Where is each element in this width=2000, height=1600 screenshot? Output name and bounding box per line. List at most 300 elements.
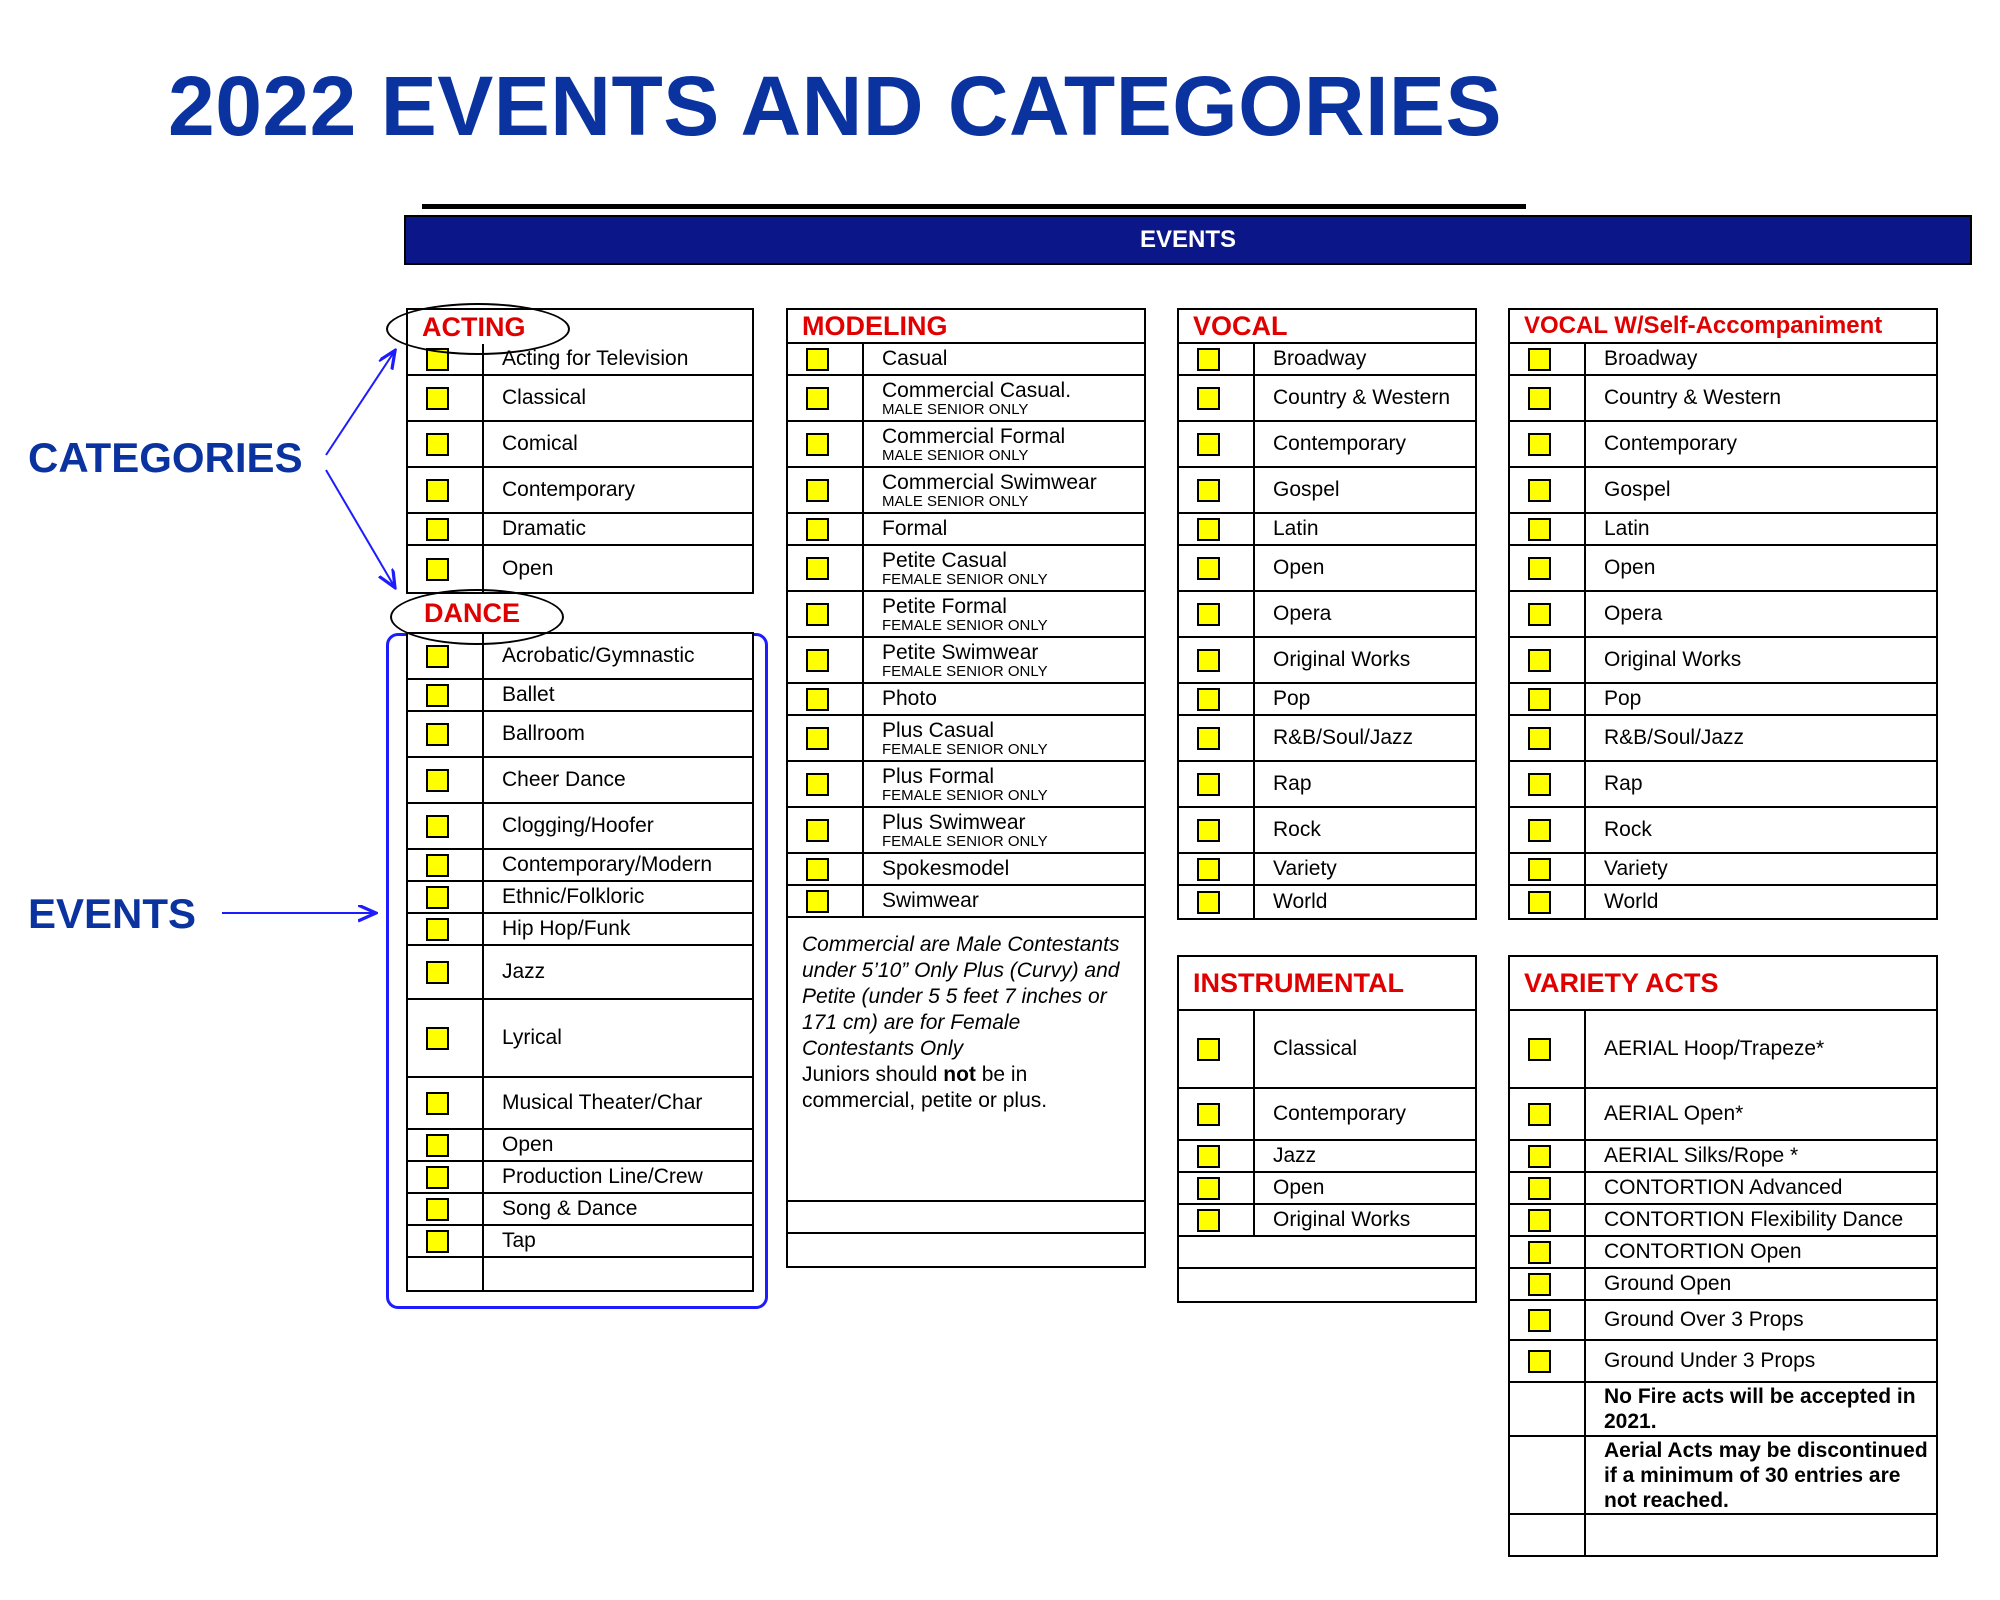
checkbox-instrumental-jazz[interactable] — [1197, 1145, 1220, 1168]
list-item — [408, 712, 752, 758]
item-label — [882, 684, 1140, 714]
item-text: Jazz — [502, 960, 546, 983]
checkbox-dance-production-line-crew[interactable] — [426, 1166, 449, 1189]
item-text: Commercial Swimwear — [882, 470, 1097, 494]
checkbox-cell — [788, 344, 864, 374]
checkbox-instrumental-original-works[interactable] — [1197, 1209, 1220, 1232]
checkbox-cell — [408, 712, 484, 756]
checkbox-cell — [1179, 592, 1255, 636]
checkbox-dance-ethnic-folkloric[interactable] — [426, 886, 449, 909]
checkbox-variety-contortion-flexibility-dance[interactable] — [1528, 1209, 1551, 1232]
checkbox-cell — [1510, 808, 1586, 852]
checkbox-variety-ground-open[interactable] — [1528, 1273, 1551, 1296]
checkbox-vocal-self-gospel[interactable] — [1528, 479, 1551, 502]
item-text: Plus Formal — [882, 764, 995, 788]
checkbox-cell — [788, 546, 864, 590]
item-label — [502, 514, 748, 544]
arrow-to-acting — [326, 352, 394, 455]
checkbox-modeling-commercial-formal[interactable] — [806, 433, 829, 456]
checkbox-vocal-self-open[interactable] — [1528, 557, 1551, 580]
checkbox-vocal-r-b-soul-jazz[interactable] — [1197, 727, 1220, 750]
item-text: Country & Western — [1604, 386, 1782, 409]
vocal-header: VOCAL — [1179, 310, 1475, 344]
checkbox-cell — [408, 376, 484, 420]
checkbox-dance-ballroom[interactable] — [426, 723, 449, 746]
item-label — [1604, 468, 1932, 512]
vocal-self-table — [1508, 308, 1938, 920]
item-label — [1604, 1141, 1932, 1171]
list-item — [1510, 854, 1936, 886]
item-label — [1273, 716, 1471, 760]
item-text: Gospel — [1604, 478, 1671, 501]
item-label — [502, 468, 748, 512]
item-text: Contemporary — [1604, 432, 1738, 455]
checkbox-dance-open[interactable] — [426, 1134, 449, 1157]
modeling-note-prefix: Juniors should — [802, 1063, 944, 1086]
item-label — [502, 1000, 748, 1076]
checkbox-vocal-open[interactable] — [1197, 557, 1220, 580]
checkbox-vocal-self-latin[interactable] — [1528, 518, 1551, 541]
checkbox-modeling-plus-swimwear[interactable] — [806, 819, 829, 842]
item-label — [502, 804, 748, 848]
modeling-table — [786, 308, 1146, 1268]
list-item — [1179, 344, 1475, 376]
item-text: Aerial Acts may be discontinued if a minimum of 30 entries are not reached. — [1604, 1438, 1928, 1512]
item-text: World — [1273, 890, 1328, 913]
list-item — [1510, 468, 1936, 514]
item-label — [1604, 716, 1932, 760]
item-text: Clogging/Hoofer — [502, 814, 654, 837]
list-item — [1510, 716, 1936, 762]
item-label — [1273, 854, 1471, 884]
list-item — [1179, 546, 1475, 592]
item-label — [1604, 762, 1932, 806]
item-label — [1273, 468, 1471, 512]
item-label — [1604, 1237, 1932, 1267]
list-item — [788, 592, 1144, 638]
list-item — [788, 684, 1144, 716]
item-label — [1273, 886, 1471, 918]
item-label — [502, 546, 748, 592]
checkbox-vocal-variety[interactable] — [1197, 858, 1220, 881]
item-label — [1604, 854, 1932, 884]
list-item — [408, 850, 752, 882]
item-text: Plus Swimwear — [882, 810, 1026, 834]
instrumental-header: INSTRUMENTAL — [1179, 957, 1475, 1011]
vocal-table — [1177, 308, 1477, 920]
item-label — [1273, 808, 1471, 852]
item-text: Rock — [1273, 818, 1321, 841]
checkbox-modeling-swimwear[interactable] — [806, 890, 829, 913]
item-label — [502, 850, 748, 880]
item-text: Hip Hop/Funk — [502, 917, 631, 940]
checkbox-cell — [1179, 854, 1255, 884]
item-text: Acting for Television — [502, 347, 689, 370]
checkbox-dance-contemporary-modern[interactable] — [426, 854, 449, 877]
item-text: Formal — [882, 517, 948, 540]
item-text: Rap — [1273, 772, 1312, 795]
list-item — [1179, 422, 1475, 468]
checkbox-cell — [1179, 1141, 1255, 1171]
item-label — [882, 376, 1140, 420]
checkbox-dance-hip-hop-funk[interactable] — [426, 918, 449, 941]
item-label — [502, 712, 748, 756]
item-label — [1604, 344, 1932, 374]
list-item — [408, 1258, 752, 1290]
checkbox-vocal-latin[interactable] — [1197, 518, 1220, 541]
item-text: CONTORTION Flexibility Dance — [1604, 1208, 1904, 1231]
item-text: Opera — [1604, 602, 1663, 625]
list-item — [408, 376, 752, 422]
list-item — [1510, 808, 1936, 854]
item-text: Original Works — [1273, 1208, 1411, 1231]
item-label — [502, 1078, 748, 1128]
item-text: Country & Western — [1273, 386, 1451, 409]
item-label — [1604, 1269, 1932, 1299]
list-item — [788, 886, 1144, 918]
list-item — [1510, 1173, 1936, 1205]
list-item — [1510, 1437, 1936, 1515]
item-restriction-note: MALE SENIOR ONLY — [882, 446, 1029, 464]
item-text: Rock — [1604, 818, 1652, 841]
blank-row — [1179, 1237, 1475, 1269]
item-restriction-note: FEMALE SENIOR ONLY — [882, 570, 1048, 588]
item-text: Commercial Formal — [882, 424, 1066, 448]
checkbox-dance-lyrical[interactable] — [426, 1027, 449, 1050]
checkbox-vocal-self-pop[interactable] — [1528, 688, 1551, 711]
checkbox-dance-cheer-dance[interactable] — [426, 769, 449, 792]
checkbox-vocal-self-opera[interactable] — [1528, 603, 1551, 626]
checkbox-modeling-petite-swimwear[interactable] — [806, 649, 829, 672]
checkbox-cell — [788, 684, 864, 714]
checkbox-cell — [1179, 638, 1255, 682]
list-item — [408, 946, 752, 1000]
checkbox-instrumental-open[interactable] — [1197, 1177, 1220, 1200]
list-item — [1510, 1237, 1936, 1269]
list-item — [408, 1162, 752, 1194]
checkbox-vocal-rock[interactable] — [1197, 819, 1220, 842]
list-item — [1510, 886, 1936, 918]
list-item — [1179, 592, 1475, 638]
checkbox-cell — [1510, 1011, 1586, 1087]
list-item — [1179, 1141, 1475, 1173]
item-label — [502, 376, 748, 420]
checkbox-cell — [408, 804, 484, 848]
item-text: AERIAL Silks/Rope * — [1604, 1144, 1799, 1167]
item-label — [1604, 808, 1932, 852]
checkbox-dance-clogging-hoofer[interactable] — [426, 815, 449, 838]
item-text: Ballet — [502, 683, 555, 706]
item-label — [502, 422, 748, 466]
checkbox-cell — [1510, 684, 1586, 714]
item-text: Broadway — [1604, 347, 1698, 370]
item-label — [502, 914, 748, 944]
checkbox-modeling-commercial-casual[interactable] — [806, 387, 829, 410]
item-text: Open — [502, 557, 554, 580]
checkbox-cell — [1179, 546, 1255, 590]
checkbox-cell — [788, 762, 864, 806]
checkbox-acting-open[interactable] — [426, 558, 449, 581]
item-text: Comical — [502, 432, 578, 455]
checkbox-cell — [408, 514, 484, 544]
dance-oval — [390, 589, 564, 645]
item-label — [1604, 1383, 1932, 1435]
item-text: Swimwear — [882, 889, 979, 912]
checkbox-variety-aerial-open[interactable] — [1528, 1103, 1551, 1126]
checkbox-cell — [408, 914, 484, 944]
list-item — [408, 468, 752, 514]
item-text: Original Works — [1604, 648, 1742, 671]
item-label — [502, 1194, 748, 1224]
list-item — [1510, 1515, 1936, 1555]
checkbox-cell — [1179, 514, 1255, 544]
checkbox-instrumental-classical[interactable] — [1197, 1038, 1220, 1061]
checkbox-cell — [1510, 1141, 1586, 1171]
list-item — [788, 808, 1144, 854]
list-item — [1179, 684, 1475, 716]
checkbox-dance-song-dance[interactable] — [426, 1198, 449, 1221]
item-text: Musical Theater/Char — [502, 1091, 703, 1114]
checkbox-cell — [1510, 762, 1586, 806]
list-item — [1510, 684, 1936, 716]
item-label — [882, 762, 1140, 806]
checkbox-cell — [788, 886, 864, 916]
list-item — [408, 804, 752, 850]
item-text: Latin — [1273, 517, 1319, 540]
item-text: Casual — [882, 347, 948, 370]
checkbox-vocal-self-rap[interactable] — [1528, 773, 1551, 796]
item-text: AERIAL Open* — [1604, 1102, 1744, 1125]
list-item — [408, 914, 752, 946]
checkbox-modeling-formal[interactable] — [806, 518, 829, 541]
checkbox-vocal-world[interactable] — [1197, 891, 1220, 914]
checkbox-modeling-casual[interactable] — [806, 348, 829, 371]
checkbox-vocal-self-world[interactable] — [1528, 891, 1551, 914]
checkbox-modeling-spokesmodel[interactable] — [806, 858, 829, 881]
item-text: Open — [1273, 556, 1325, 579]
checkbox-vocal-self-original-works[interactable] — [1528, 649, 1551, 672]
checkbox-variety-ground-over-3-props[interactable] — [1528, 1309, 1551, 1332]
checkbox-vocal-self-variety[interactable] — [1528, 858, 1551, 881]
item-text: CONTORTION Open — [1604, 1240, 1802, 1263]
checkbox-cell — [1510, 854, 1586, 884]
checkbox-cell — [1179, 1173, 1255, 1203]
checkbox-modeling-commercial-swimwear[interactable] — [806, 479, 829, 502]
events-bar: EVENTS — [404, 215, 1972, 265]
item-label — [882, 854, 1140, 884]
checkbox-vocal-contemporary[interactable] — [1197, 433, 1220, 456]
checkbox-variety-contortion-open[interactable] — [1528, 1241, 1551, 1264]
blank-row — [788, 1202, 1144, 1234]
checkbox-acting-classical[interactable] — [426, 387, 449, 410]
checkbox-cell — [408, 1258, 484, 1290]
item-text: Ground Under 3 Props — [1604, 1349, 1816, 1372]
list-item — [1179, 1173, 1475, 1205]
checkbox-cell — [1510, 1301, 1586, 1339]
checkbox-cell — [788, 808, 864, 852]
checkbox-cell — [788, 854, 864, 884]
dance-header: DANCE — [424, 598, 521, 628]
list-item — [1179, 638, 1475, 684]
item-text: Ballroom — [502, 722, 585, 745]
checkbox-cell — [408, 758, 484, 802]
checkbox-cell — [1510, 1383, 1586, 1435]
modeling-header: MODELING — [788, 310, 1144, 344]
item-label — [502, 1162, 748, 1192]
list-item — [1510, 546, 1936, 592]
checkbox-cell — [1510, 1237, 1586, 1267]
list-item — [788, 546, 1144, 592]
modeling-note-italic: Commercial are Male Contestants under 5’10” Only Plus (Curvy) and Petite (under 5 5 feet 7 inches or 171 cm) are for Female Contestants Only — [802, 933, 1120, 1060]
checkbox-modeling-plus-formal[interactable] — [806, 773, 829, 796]
checkbox-modeling-photo[interactable] — [806, 688, 829, 711]
item-text: Spokesmodel — [882, 857, 1010, 880]
checkbox-vocal-self-contemporary[interactable] — [1528, 433, 1551, 456]
item-label — [1604, 546, 1932, 590]
checkbox-acting-comical[interactable] — [426, 433, 449, 456]
checkbox-vocal-pop[interactable] — [1197, 688, 1220, 711]
checkbox-vocal-broadway[interactable] — [1197, 348, 1220, 371]
checkbox-variety-aerial-hoop-trapeze[interactable] — [1528, 1038, 1551, 1061]
item-label — [1604, 514, 1932, 544]
list-item — [788, 762, 1144, 808]
item-text: Ground Open — [1604, 1272, 1732, 1295]
modeling-note-suffix: be in commercial, petite or plus. — [802, 1063, 1048, 1112]
item-text: Cheer Dance — [502, 768, 626, 791]
checkbox-acting-dramatic[interactable] — [426, 518, 449, 541]
checkbox-vocal-rap[interactable] — [1197, 773, 1220, 796]
checkbox-vocal-original-works[interactable] — [1197, 649, 1220, 672]
item-label — [1604, 592, 1932, 636]
checkbox-cell — [1179, 808, 1255, 852]
checkbox-vocal-gospel[interactable] — [1197, 479, 1220, 502]
list-item — [788, 854, 1144, 886]
item-text: Open — [1273, 1176, 1325, 1199]
list-item — [788, 716, 1144, 762]
checkbox-cell — [788, 716, 864, 760]
item-restriction-note: MALE SENIOR ONLY — [882, 400, 1029, 418]
checkbox-cell — [788, 514, 864, 544]
item-label — [1604, 1205, 1932, 1235]
item-text: Jazz — [1273, 1144, 1317, 1167]
item-label — [502, 1226, 748, 1256]
item-label — [1273, 514, 1471, 544]
item-label — [502, 344, 748, 374]
list-item — [408, 758, 752, 804]
list-item — [1510, 762, 1936, 808]
item-label — [882, 886, 1140, 916]
list-item — [408, 680, 752, 712]
checkbox-cell — [408, 680, 484, 710]
list-item — [1510, 1301, 1936, 1341]
checkbox-cell — [1510, 1515, 1586, 1555]
item-label — [1604, 638, 1932, 682]
checkbox-vocal-self-rock[interactable] — [1528, 819, 1551, 842]
list-item — [408, 1130, 752, 1162]
checkbox-cell — [788, 376, 864, 420]
checkbox-vocal-self-broadway[interactable] — [1528, 348, 1551, 371]
item-restriction-note: FEMALE SENIOR ONLY — [882, 786, 1048, 804]
item-restriction-note: FEMALE SENIOR ONLY — [882, 662, 1048, 680]
acting-oval — [386, 303, 570, 355]
item-label — [1604, 1437, 1932, 1513]
checkbox-instrumental-contemporary[interactable] — [1197, 1103, 1220, 1126]
item-label — [502, 882, 748, 912]
item-text: Contemporary — [502, 478, 636, 501]
checkbox-cell — [788, 592, 864, 636]
item-text: Contemporary — [1273, 1102, 1407, 1125]
checkbox-cell — [1510, 1269, 1586, 1299]
checkbox-modeling-plus-casual[interactable] — [806, 727, 829, 750]
checkbox-cell — [408, 946, 484, 998]
checkbox-cell — [1179, 376, 1255, 420]
list-item — [1510, 1205, 1936, 1237]
checkbox-cell — [1179, 1205, 1255, 1235]
item-label — [1273, 422, 1471, 466]
checkbox-vocal-self-r-b-soul-jazz[interactable] — [1528, 727, 1551, 750]
item-label — [1273, 1141, 1471, 1171]
checkbox-vocal-self-country-western[interactable] — [1528, 387, 1551, 410]
item-text: Latin — [1604, 517, 1650, 540]
item-label — [882, 592, 1140, 636]
list-item — [1510, 638, 1936, 684]
item-label — [502, 634, 748, 678]
list-item — [1179, 854, 1475, 886]
checkbox-dance-musical-theater-char[interactable] — [426, 1092, 449, 1115]
item-label — [882, 638, 1140, 682]
checkbox-cell — [408, 422, 484, 466]
item-text: Opera — [1273, 602, 1332, 625]
list-item — [1510, 1089, 1936, 1141]
list-item — [1510, 514, 1936, 546]
checkbox-vocal-country-western[interactable] — [1197, 387, 1220, 410]
checkbox-dance-ballet[interactable] — [426, 684, 449, 707]
item-label — [1604, 1011, 1932, 1087]
checkbox-cell — [1510, 592, 1586, 636]
checkbox-acting-contemporary[interactable] — [426, 479, 449, 502]
checkbox-cell — [408, 546, 484, 592]
checkbox-variety-contortion-advanced[interactable] — [1528, 1177, 1551, 1200]
checkbox-variety-ground-under-3-props[interactable] — [1528, 1350, 1551, 1373]
checkbox-modeling-petite-casual[interactable] — [806, 557, 829, 580]
checkbox-modeling-petite-formal[interactable] — [806, 603, 829, 626]
item-text: Broadway — [1273, 347, 1367, 370]
checkbox-dance-tap[interactable] — [426, 1230, 449, 1253]
list-item — [1510, 592, 1936, 638]
list-item — [1510, 1141, 1936, 1173]
list-item — [1510, 1269, 1936, 1301]
list-item — [788, 376, 1144, 422]
checkbox-cell — [408, 468, 484, 512]
checkbox-vocal-opera[interactable] — [1197, 603, 1220, 626]
item-label — [502, 758, 748, 802]
list-item — [1179, 376, 1475, 422]
checkbox-dance-jazz[interactable] — [426, 961, 449, 984]
modeling-note — [788, 918, 1144, 1202]
list-item — [788, 638, 1144, 684]
item-text: Petite Swimwear — [882, 640, 1039, 664]
list-item — [408, 514, 752, 546]
checkbox-dance-acrobatic-gymnastic[interactable] — [426, 645, 449, 668]
list-item — [1179, 762, 1475, 808]
item-text: AERIAL Hoop/Trapeze* — [1604, 1037, 1825, 1060]
item-label — [882, 344, 1140, 374]
item-label — [1604, 886, 1932, 918]
checkbox-cell — [788, 422, 864, 466]
checkbox-variety-aerial-silks-rope[interactable] — [1528, 1145, 1551, 1168]
checkbox-cell — [1179, 762, 1255, 806]
list-item — [1179, 468, 1475, 514]
